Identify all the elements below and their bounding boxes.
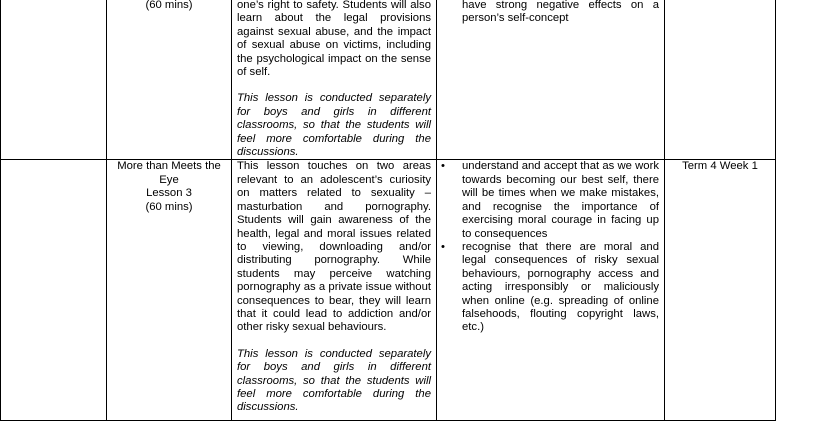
objective-item bbox=[441, 240, 659, 335]
blank-cell bbox=[1, 0, 107, 160]
lesson-duration: (60 mins) bbox=[145, 0, 193, 11]
objective-text: recognise that there are moral and legal consequences of risky sexual behaviours, pornography access and acting irresponsibly or maliciously when online (e.g. spreading of online falsehoods, flouting copyright laws, etc.) bbox=[462, 240, 659, 334]
lesson-title: More than Meets the Eye bbox=[117, 160, 221, 186]
table-row bbox=[1, 0, 776, 160]
objective-list bbox=[442, 160, 659, 334]
objective-item bbox=[441, 160, 659, 240]
timing-cell bbox=[665, 0, 776, 160]
bullet-icon: • bbox=[441, 160, 445, 173]
learning-objectives-cell bbox=[437, 0, 665, 160]
lesson-duration: (60 mins) bbox=[145, 200, 193, 213]
lesson-description: This lesson touches on two areas relevant to an adolescent’s curiosity on matters related to sexuality – masturbation and pornography. Students will gain awareness of the health, legal and moral issues related to viewing, downloading and/or distributing pornography. While students may perceive watching pornography as a private issue without consequences to bear, they will learn that it could lead to addiction and/or other risky sexual behaviours. bbox=[237, 160, 431, 334]
bullet-icon: • bbox=[441, 240, 445, 253]
timing-cell bbox=[665, 160, 776, 421]
lesson-description-cell bbox=[232, 0, 437, 160]
blank-cell bbox=[1, 160, 107, 421]
learning-objectives-cell bbox=[437, 160, 665, 421]
lesson-number: Lesson 3 bbox=[146, 187, 192, 200]
table-row bbox=[1, 160, 776, 421]
objective-text: have strong negative effects on a person’s self-concept bbox=[462, 0, 659, 25]
objective-list bbox=[442, 0, 659, 26]
objective-item bbox=[462, 0, 659, 26]
lesson-description: one’s right to safety. Students will also learn about the legal provisions against sexual abuse, and the impact of sexual abuse on victims, including the psychological impact on the sense of self. bbox=[237, 0, 431, 79]
lesson-description-cell bbox=[232, 160, 437, 421]
lesson-title-cell bbox=[107, 0, 232, 160]
lesson-note: This lesson is conducted separately for boys and girls in different classrooms, so that the students will feel more comfortable during the discussions. bbox=[237, 92, 431, 159]
objective-text: understand and accept that as we work towards becoming our best self, there will be times when we make mistakes, and recognise the importance of exercising moral courage in facing up to consequences bbox=[462, 160, 659, 240]
timing-text: Term 4 Week 1 bbox=[682, 160, 758, 173]
lesson-title-cell bbox=[107, 160, 232, 421]
lesson-note: This lesson is conducted separately for boys and girls in different classrooms, so that the students will feel more comfortable during the discussions. bbox=[237, 347, 431, 414]
